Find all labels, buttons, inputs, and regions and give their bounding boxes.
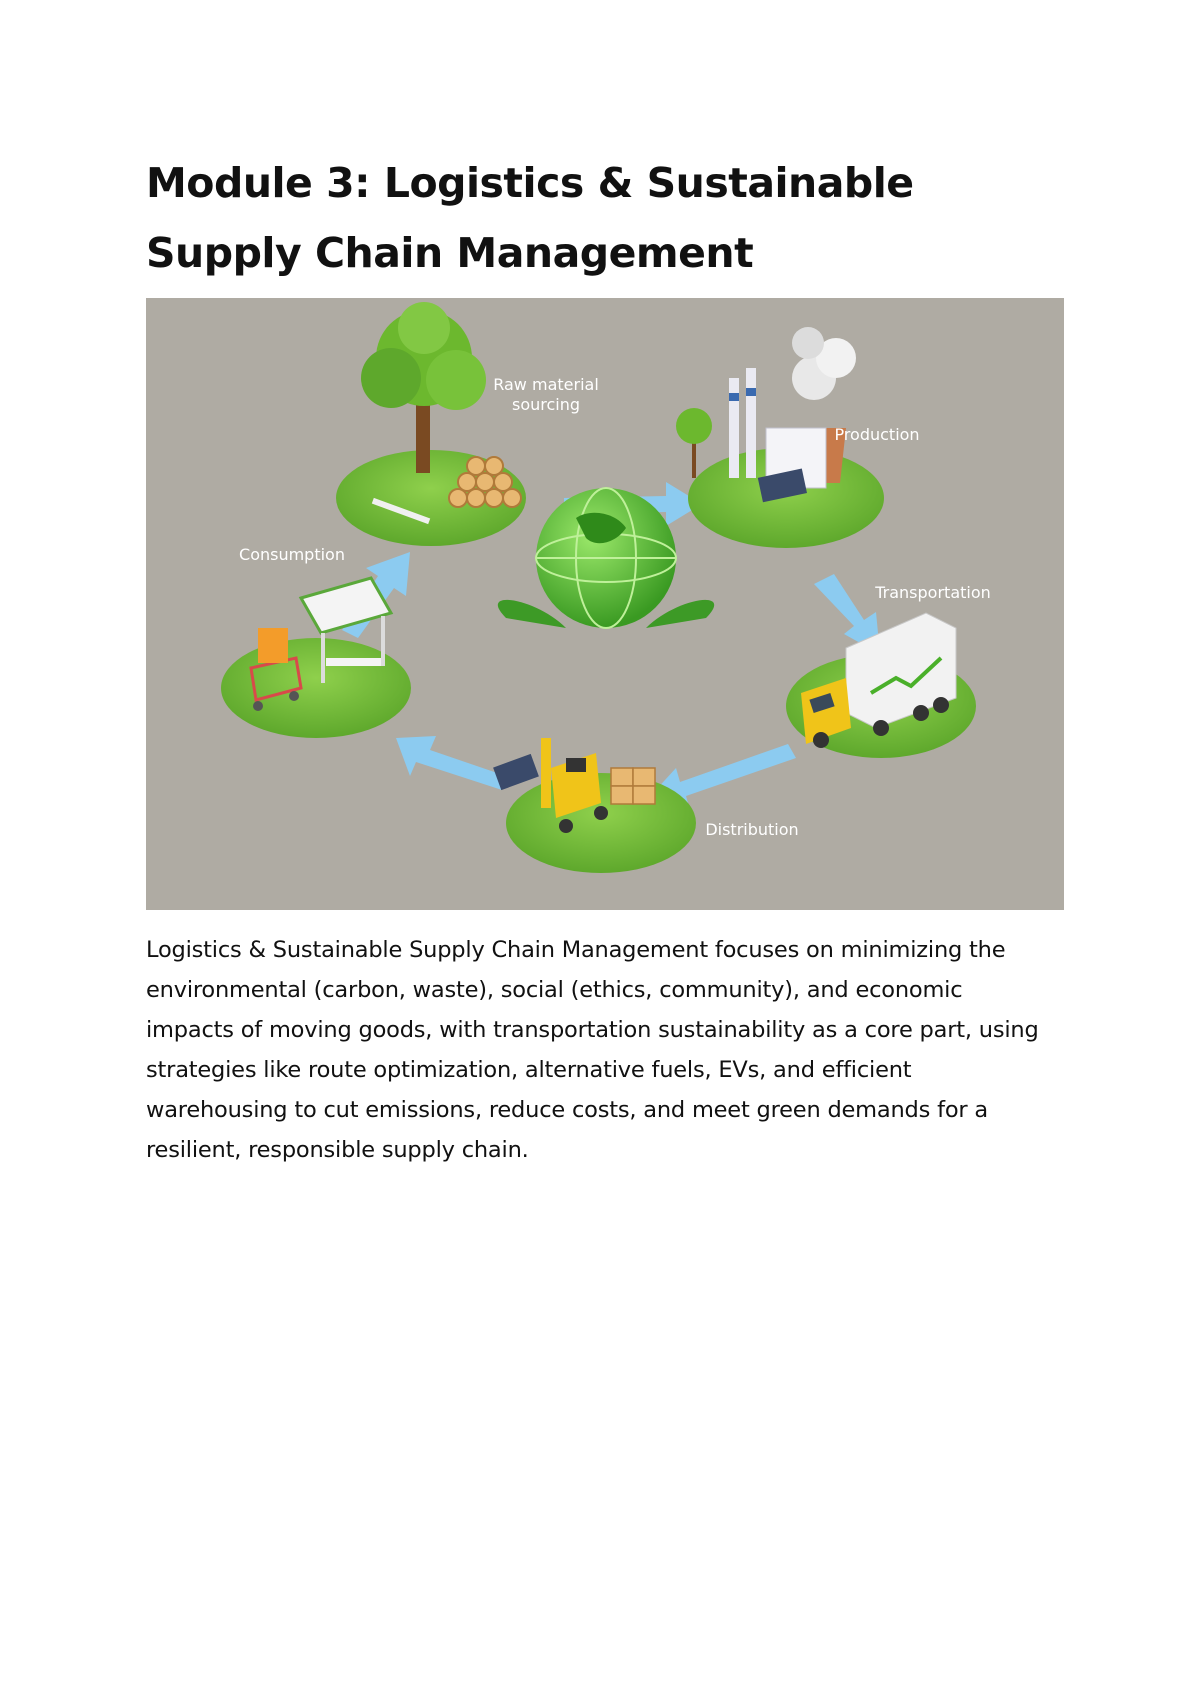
- arrow-distribution-to-consumption: [396, 736, 506, 790]
- label-production: Production: [834, 425, 920, 444]
- label-raw-material-line1: Raw material: [493, 375, 599, 394]
- raw-material-sourcing-scene: [336, 302, 526, 546]
- label-distribution: Distribution: [705, 820, 799, 839]
- supply-chain-cycle-diagram: [146, 298, 1064, 910]
- distribution-scene: [493, 738, 696, 873]
- page-title: Module 3: Logistics & Sustainable Supply Chain Management: [146, 159, 914, 277]
- body-paragraph: Logistics & Sustainable Supply Chain Management focuses on minimizing the environmental (carbon, waste), social (ethics, community), and economic impacts of moving goods, with transportation sustainability as a core part, using strategies like route optimization, alternative fuels, EVs, and efficient warehousing to cut emissions, reduce costs, and meet green demands for a resilient, responsible supply chain.: [146, 937, 1039, 1163]
- label-raw-material-line2: sourcing: [511, 395, 581, 414]
- label-transportation: Transportation: [875, 583, 991, 602]
- supply-chain-illustration: [146, 298, 1064, 910]
- label-consumption: Consumption: [239, 545, 345, 564]
- transportation-scene: [786, 613, 976, 758]
- consumption-scene: [221, 578, 411, 738]
